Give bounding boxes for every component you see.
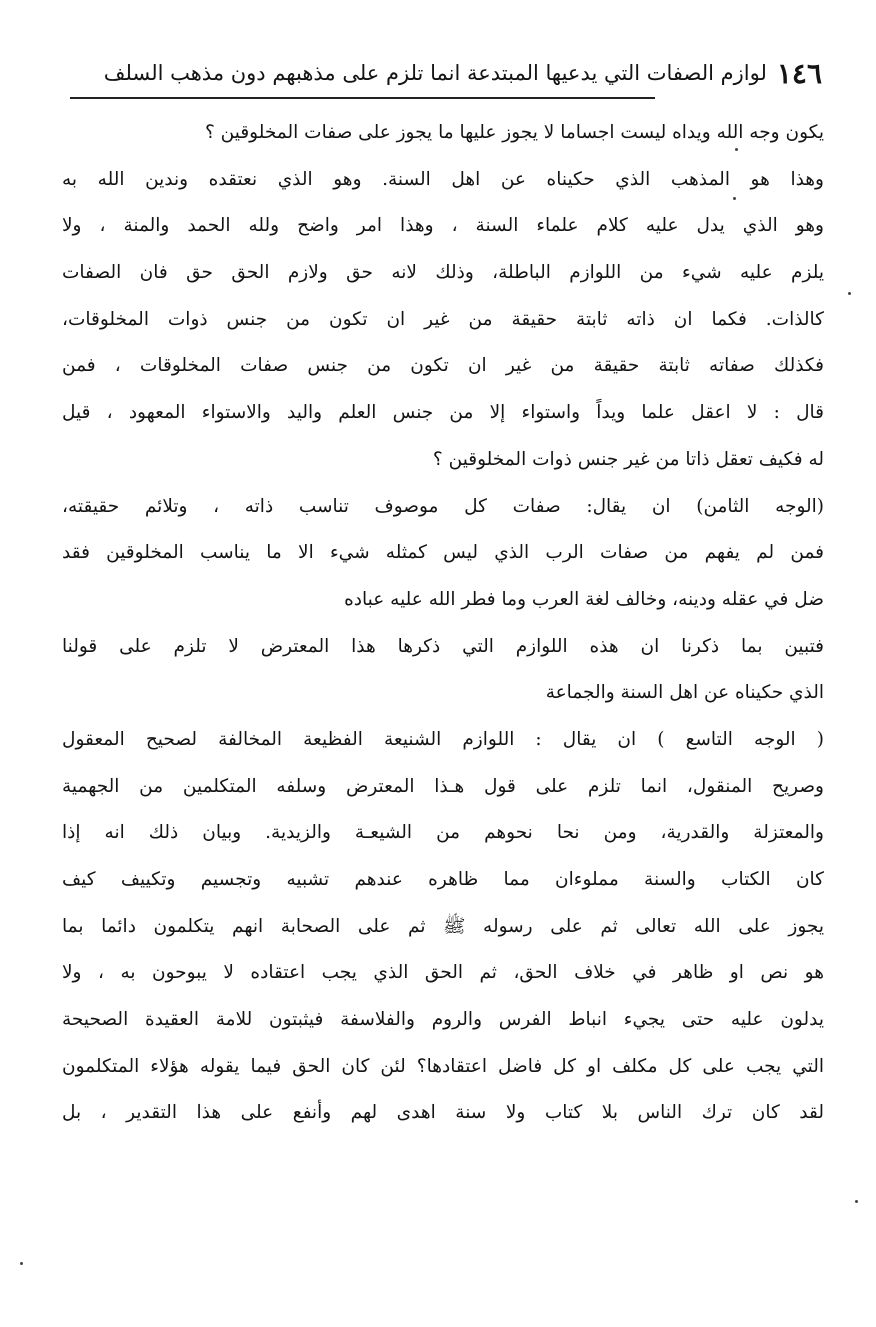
header-divider [70,97,655,99]
running-title: لوازم الصفات التي يدعيها المبتدعة انما تلزم على مذهبهم دون مذهب السلف [103,61,767,85]
text-line: فتبين بما ذكرنا ان هذه اللوازم التي ذكرها هذا المعترض لا تلزم على قولنا [62,635,824,657]
scan-speck [20,1262,23,1265]
text-line: يلزم عليه شيء من اللوازم الباطلة، وذلك لانه حق ولازم الحق حق فان الصفات [62,262,824,284]
page-header [62,50,822,96]
text-line: والمعتزلة والقدرية، ومن نحا نحوهم من الشيعـة والزيدية. وبيان ذلك انه إذا [62,822,824,844]
scan-speck [848,292,851,295]
text-line: له فكيف تعقل ذاتا من غير جنس ذوات المخلوقين ؟ [432,448,824,470]
text-line: (الوجه الثامن) ان يقال: صفات كل موصوف تناسب ذاته ، وتلائم حقيقته، [62,495,824,517]
text-line: وهذا هو المذهب الذي حكيناه عن اهل السنة. وهو الذي نعتقده وندين الله به [62,168,824,190]
text-line: هو نص او ظاهر في خلاف الحق، ثم الحق الذي يجب اعتقاده لا يبوحون به ، ولا [62,962,824,984]
text-line: يدلون عليه حتى يجيء انباط الفرس والروم والفلاسفة فيثبتون للامة العقيدة الصحيحة [62,1009,824,1031]
text-line: يكون وجه الله ويداه ليست اجساما لا يجوز عليها ما يجوز على صفات المخلوقين ؟ [204,122,824,143]
text-line: يجوز على الله تعالى ثم على رسوله ﷺ ثم على الصحابة انهم يتكلمون دائما بما [62,915,824,937]
scan-speck [735,148,738,151]
body-text [62,110,824,1137]
text-line: فكذلك صفاته ثابتة حقيقة من غير ان تكون من جنس صفات المخلوقات ، فمن [62,355,824,377]
text-line: وصريح المنقول، انما تلزم على قول هـذا المعترض وسلفه المتكلمين من الجهمية [62,775,824,797]
text-line: كالذات. فكما ان ذاته ثابتة حقيقة من غير ان تكون من جنس ذوات المخلوقات، [62,308,824,330]
text-line: وهو الذي يدل عليه كلام علماء السنة ، وهذا امر واضح ولله الحمد والمنة ، ولا [62,215,824,237]
text-line: قال : لا اعقل علما ويداً واستواء إلا من جنس العلم واليد والاستواء المعهود ، قيل [62,402,824,424]
text-line: ( الوجه التاسع ) ان يقال : اللوازم الشنيعة الفظيعة المخالفة لصحيح المعقول [62,728,824,750]
text-line: ضل في عقله ودينه، وخالف لغة العرب وما فطر الله عليه عباده [344,588,824,610]
text-line: لقد كان ترك الناس بلا كتاب ولا سنة اهدى لهم وأنفع على هذا التقدير ، بل [62,1102,824,1124]
scan-speck [855,1200,858,1203]
text-line: فمن لم يفهم من صفات الرب الذي ليس كمثله شيء الا ما يناسب المخلوقين فقد [62,542,824,564]
scan-speck [733,197,736,200]
page-number: ١٤٦ [776,56,822,90]
text-line: التي يجب على كل مكلف او كل فاضل اعتقادها؟ لئن كان الحق فيما يقوله هؤلاء المتكلمون [62,1055,824,1077]
text-line: الذي حكيناه عن اهل السنة والجماعة [545,682,824,704]
text-line: كان الكتاب والسنة مملوءان مما ظاهره عندهم تشبيه وتجسيم وتكييف كيف [62,869,824,890]
